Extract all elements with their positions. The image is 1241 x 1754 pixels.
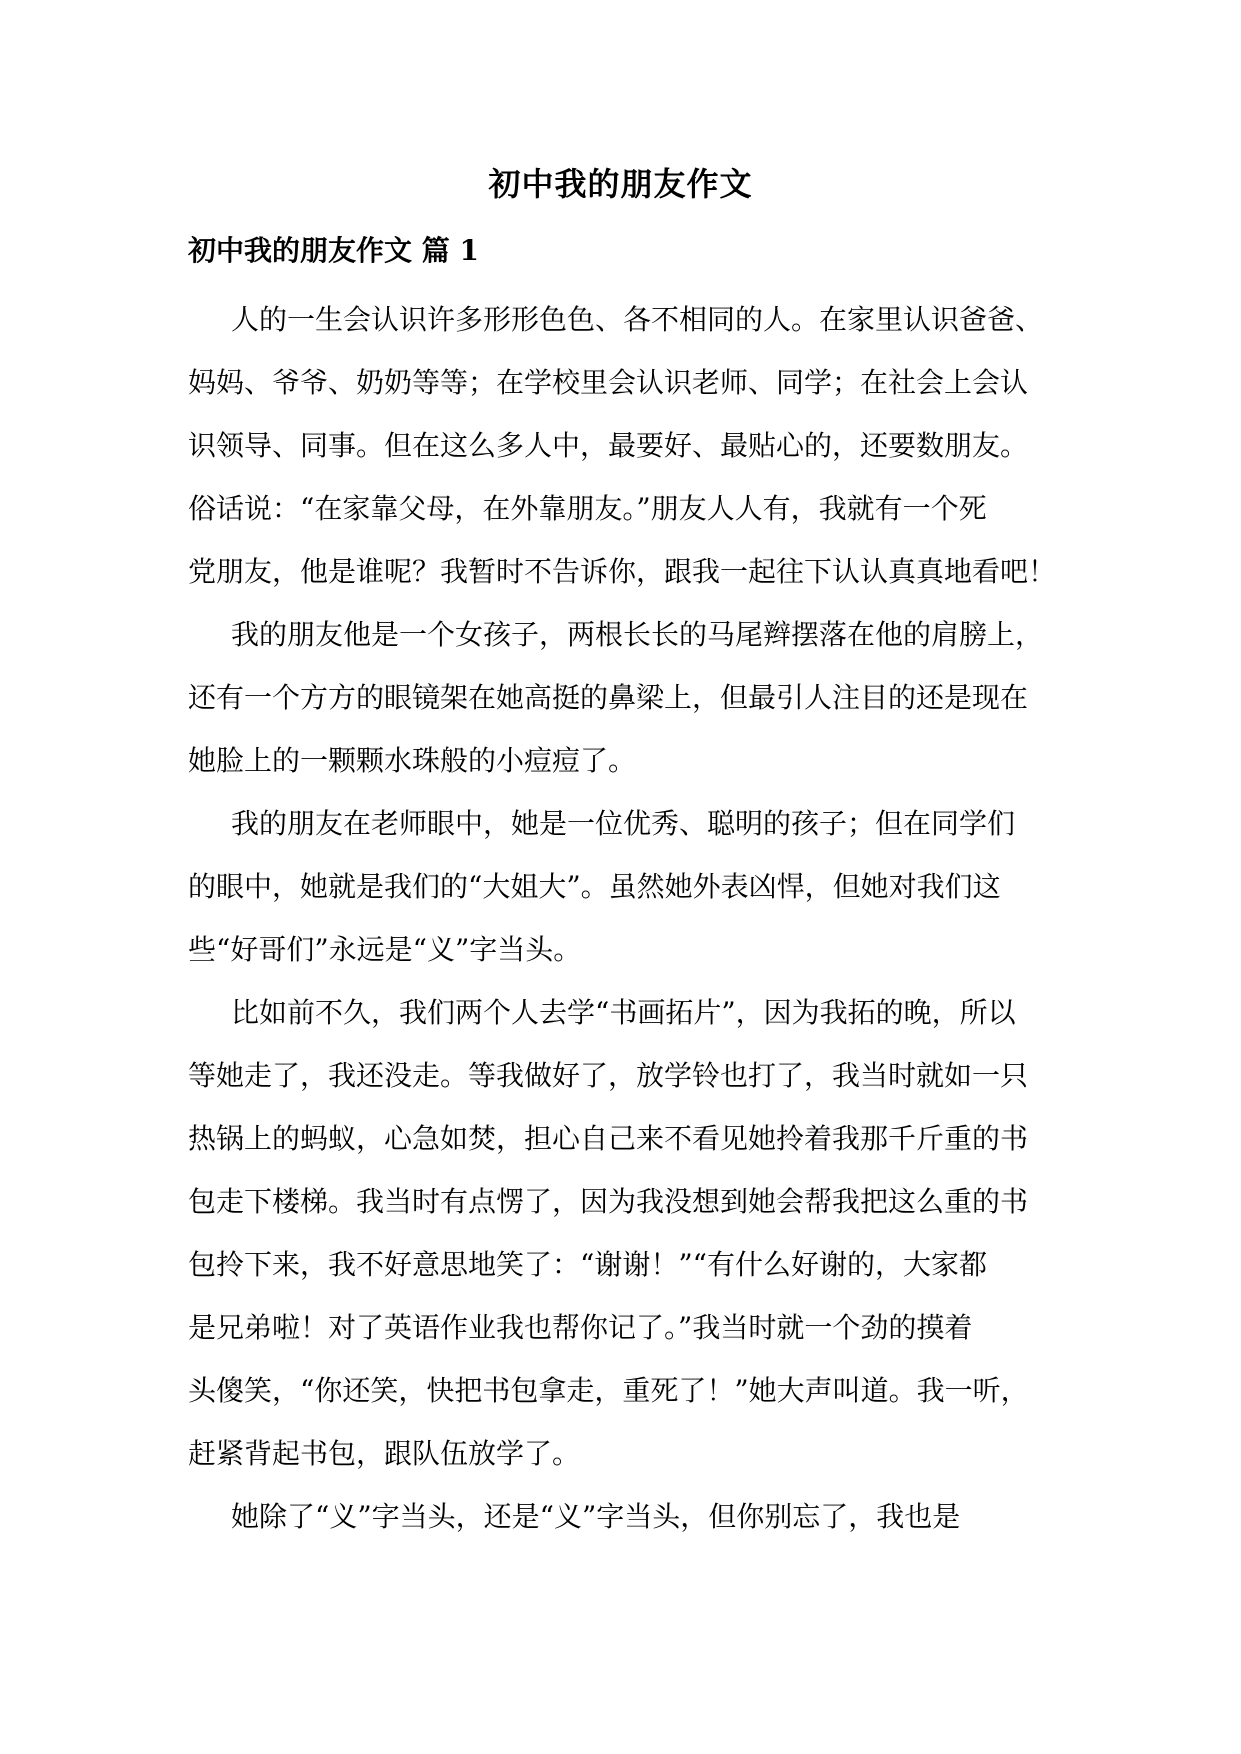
paragraph-line: 是兄弟啦！对了英语作业我也帮你记了。”我当时就一个劲的摸着 [188,1311,973,1344]
essay-paragraph [188,603,1066,792]
paragraph-line: 她脸上的一颗颗水珠般的小痘痘了。 [188,744,637,777]
essay-body [188,288,1066,1548]
paragraph-line: 我的朋友他是一个女孩子，两根长长的马尾辫摆落在他的肩膀上， [231,618,1044,651]
paragraph-line: 俗话说：“在家靠父母，在外靠朋友。”朋友人人有，我就有一个死 [188,492,987,525]
paragraph-line: 热锅上的蚂蚁，心急如焚，担心自己来不看见她拎着我那千斤重的书 [188,1122,1029,1155]
paragraph-line: 人的一生会认识许多形形色色、各不相同的人。在家里认识爸爸、 [231,303,1044,336]
essay-paragraph [188,1485,1066,1548]
paragraph-line: 识领导、同事。但在这么多人中，最要好、最贴心的，还要数朋友。 [188,429,1029,462]
essay-paragraph [188,288,1066,603]
paragraph-line: 妈妈、爷爷、奶奶等等；在学校里会认识老师、同学；在社会上会认 [188,366,1029,399]
paragraph-line: 还有一个方方的眼镜架在她高挺的鼻梁上，但最引人注目的还是现在 [188,681,1029,714]
paragraph-line: 她除了“义”字当头，还是“义”字当头，但你别忘了，我也是 [231,1500,961,1533]
paragraph-line: 比如前不久，我们两个人去学“书画拓片”，因为我拓的晚，所以 [231,996,1016,1029]
paragraph-line: 的眼中，她就是我们的“大姐大”。虽然她外表凶悍，但她对我们这 [188,870,1001,903]
paragraph-line: 党朋友，他是谁呢？我暂时不告诉你，跟我一起往下认认真真地看吧！ [188,555,1057,588]
paragraph-line: 包拎下来，我不好意思地笑了：“谢谢！”“有什么好谢的，大家都 [188,1248,987,1281]
document-title: 初中我的朋友作文 [488,165,753,203]
paragraph-line: 头傻笑，“你还笑，快把书包拿走，重死了！”她大声叫道。我一听， [188,1374,1029,1407]
paragraph-line: 等她走了，我还没走。等我做好了，放学铃也打了，我当时就如一只 [188,1059,1029,1092]
paragraph-line: 赶紧背起书包，跟队伍放学了。 [188,1437,581,1470]
essay-paragraph [188,792,1066,981]
essay-paragraph [188,981,1066,1485]
section-heading: 初中我的朋友作文 篇 1 [188,234,479,267]
paragraph-line: 些“好哥们”永远是“义”字当头。 [188,933,582,966]
paragraph-line: 包走下楼梯。我当时有点愣了，因为我没想到她会帮我把这么重的书 [188,1185,1029,1218]
paragraph-line: 我的朋友在老师眼中，她是一位优秀、聪明的孩子；但在同学们 [231,807,1016,840]
